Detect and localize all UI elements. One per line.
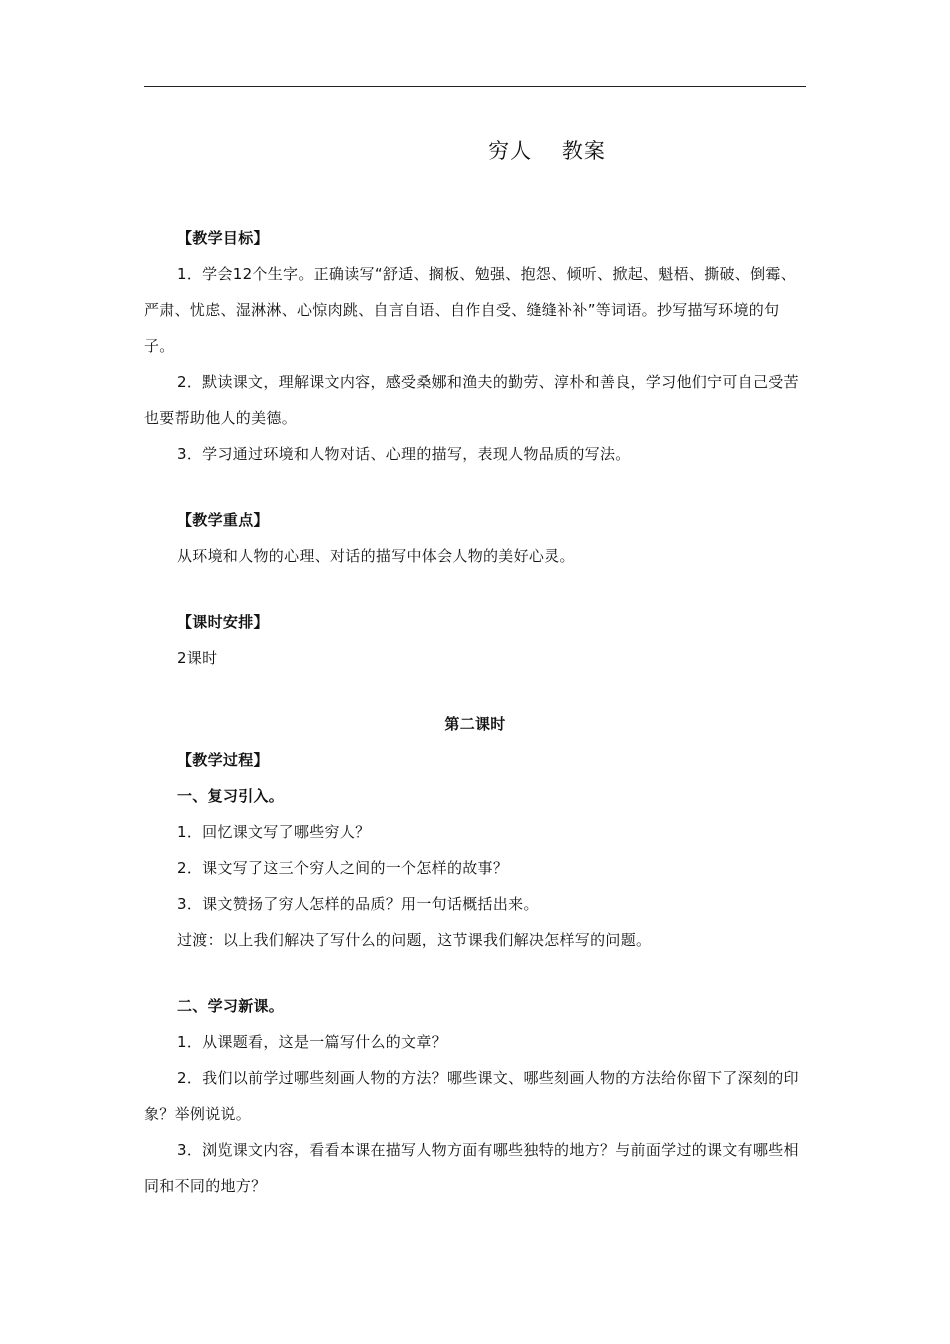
part1-item-3: 3．课文赞扬了穷人怎样的品质？用一句话概括出来。 bbox=[177, 895, 539, 913]
schedule-heading: 【课时安排】 bbox=[177, 613, 269, 631]
part2-item-1: 1．从课题看，这是一篇写什么的文章？ bbox=[177, 1033, 447, 1051]
part1-item-1: 1．回忆课文写了哪些穷人？ bbox=[177, 823, 371, 841]
objectives-heading: 【教学目标】 bbox=[177, 229, 269, 247]
document-body bbox=[144, 220, 806, 1204]
part1-item-2: 2．课文写了这三个穷人之间的一个怎样的故事？ bbox=[177, 859, 509, 877]
lesson-heading: 第二课时 bbox=[444, 715, 506, 733]
objective-item-1: 1．学会12个生字。正确读写“舒适、搁板、勉强、抱怨、倾听、掀起、魁梧、撕破、倒霉、严肃、忧虑、湿淋淋、心惊肉跳、自言自语、自作自受、缝缝补补”等词语。抄写描写环境的句子。 bbox=[144, 265, 797, 355]
process-heading: 【教学过程】 bbox=[177, 751, 269, 769]
section-gap bbox=[144, 958, 806, 988]
part1-heading: 一、复习引入。 bbox=[177, 787, 285, 805]
part1-transition: 过渡：以上我们解决了写什么的问题，这节课我们解决怎样写的问题。 bbox=[177, 931, 652, 949]
part2-item-2: 2．我们以前学过哪些刻画人物的方法？哪些课文、哪些刻画人物的方法给你留下了深刻的印象？举例说说。 bbox=[144, 1069, 799, 1123]
key-points-heading: 【教学重点】 bbox=[177, 511, 269, 529]
part2-heading: 二、学习新课。 bbox=[177, 997, 285, 1015]
section-gap bbox=[144, 472, 806, 502]
part2-item-3: 3．浏览课文内容，看看本课在描写人物方面有哪些独特的地方？与前面学过的课文有哪些相同和不同的地方？ bbox=[144, 1141, 799, 1195]
section-gap bbox=[144, 676, 806, 706]
objective-item-3: 3．学习通过环境和人物对话、心理的描写，表现人物品质的写法。 bbox=[177, 445, 631, 463]
schedule-text: 2课时 bbox=[177, 649, 218, 667]
key-points-text: 从环境和人物的心理、对话的描写中体会人物的美好心灵。 bbox=[177, 547, 575, 565]
objective-item-2: 2．默读课文，理解课文内容，感受桑娜和渔夫的勤劳、淳朴和善良，学习他们宁可自己受苦也要帮助他人的美德。 bbox=[144, 373, 799, 427]
header-rule bbox=[144, 86, 806, 87]
section-gap bbox=[144, 574, 806, 604]
page-title: 穷人 教案 bbox=[488, 139, 606, 163]
